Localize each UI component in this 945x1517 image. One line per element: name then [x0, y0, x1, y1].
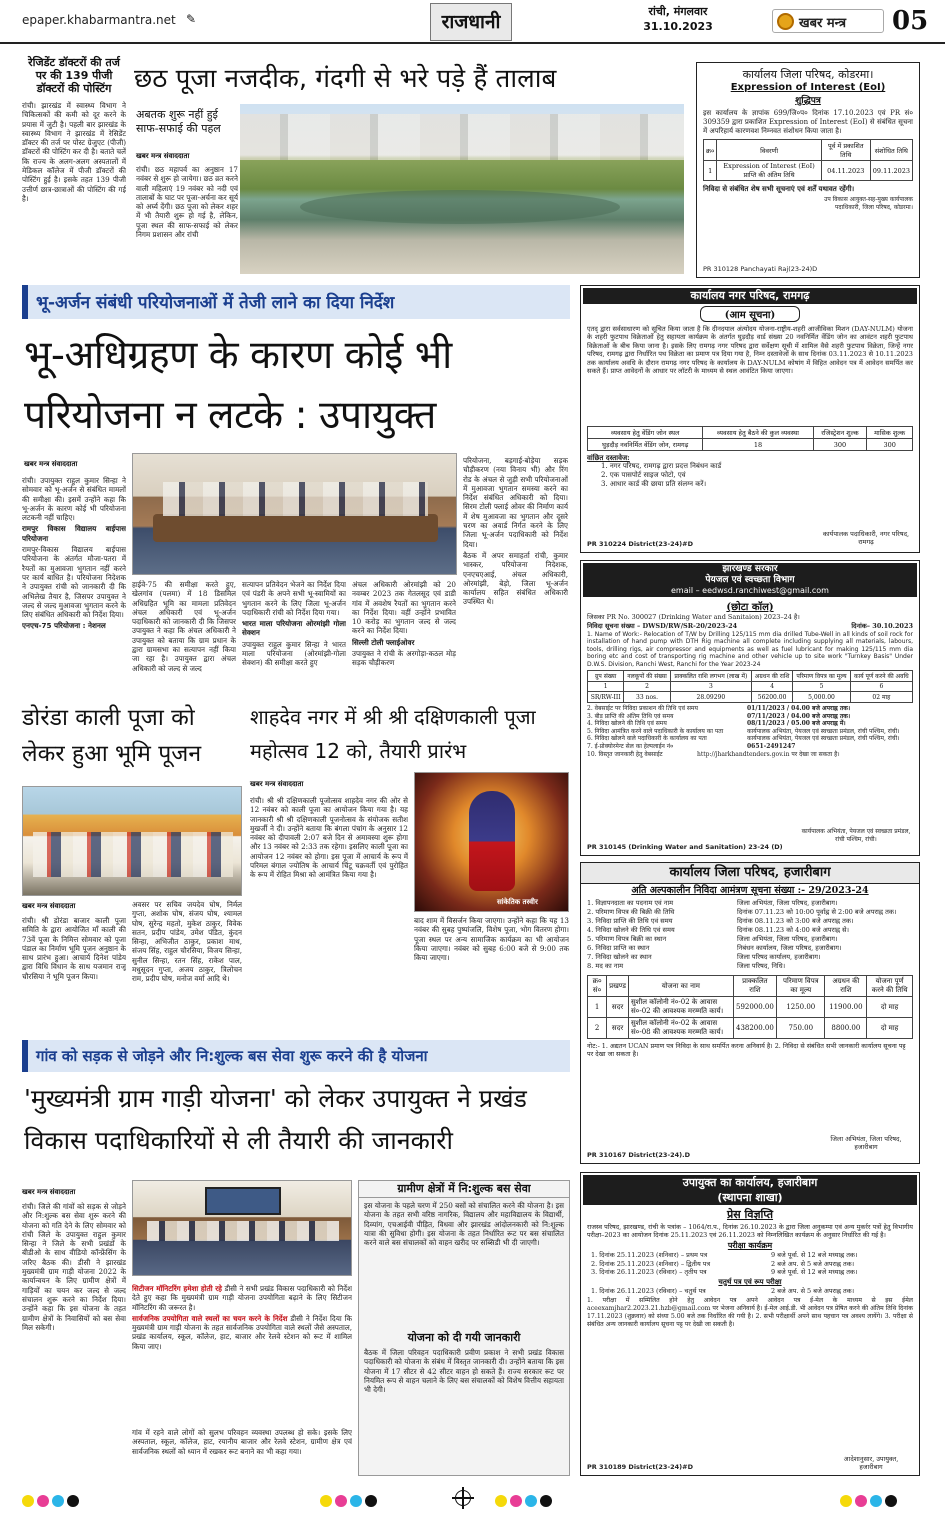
land-subhead2: एनएच-75 परियोजना : नेशनल — [22, 621, 106, 631]
ad-dwsd — [580, 560, 920, 856]
place-day: रांची, मंगलवार — [648, 5, 708, 18]
doranda-byline: खबर मन्त्र संवाददाता — [22, 902, 76, 910]
ramgarh-th: रजिस्ट्रेशन शुल्क — [813, 427, 867, 439]
hazaribagh-item — [587, 899, 913, 908]
hazaribagh-item-value: दिनांक 08.11.23 को 4:00 बजे अपराह्न से। — [737, 926, 850, 934]
hazaribagh-item — [587, 962, 913, 971]
doranda-headline: डोरंडा काली पूजा को लेकर हुआ भूमि पूजन — [22, 705, 202, 767]
koderma-th: क्र० — [704, 140, 717, 161]
hazaribagh-cell: 2 — [588, 1018, 607, 1039]
bus-headline: 'मुख्यमंत्री ग्राम गाड़ी योजना' को लेकर उपायुक्त ने प्रखंड विकास पदाधिकारियों से ली तैयारी की जानकारी — [24, 1084, 527, 1155]
color-dot — [37, 1495, 49, 1507]
registration-marks-right — [495, 1492, 555, 1511]
land-col3-text: सत्यापन प्रतिवेदन भेजने का निर्देश दिया एवं पंडरी के अपने सभी भू-स्वामियों का भुगतान करने के लिए जिला भू-अर्जन पदाधिकारी रांची को निर्देश दिया गया। — [242, 580, 346, 617]
page-number: 05 — [892, 6, 929, 36]
hazaribagh-cell: 1 — [588, 997, 607, 1018]
dwsd-pr: PR 310145 (Drinking Water and Sanitation) 23-24 (D) — [587, 843, 783, 851]
land-byline: खबर मन्त्र संवाददाता — [24, 460, 78, 468]
hazaribagh-cell: सुशील कॉलोनी नं०-02 के आवास सं०-02 की आवश्यक मरम्मति कार्य। — [628, 997, 733, 1018]
crosshair-icon — [455, 1490, 471, 1506]
bus-photo-screen — [205, 1187, 281, 1215]
ramgarh-body: एतद् द्वारा सर्वसाधारण को सूचित किया जाता है कि दीनदयाल अंत्योदय योजना-राष्ट्रीय-शहरी आजीविका मिशन (DAY-NULM) योजना के शहरी फुटपाथ विक्रेताओं हेतु सहायता कार्यक्रम के अंतर्गत घुड़दौड़ वार्ड संख्या 20 नवनिर्मित वेंडिंग जोन का आवंटन शहरी फुटपाथ विक्रेताओं के बीच किया जाना है। इसके लिए रामगढ़ नगर परिषद द्वारा सर्वेक्षण सूची में शामिल वैसे शहरी फुटपाथ विक्रेता, जिन्हें नगर परिषद, रामगढ़ द्वारा निर्धारित पथ विक्रेता का प्रमाण पत्र दिया गया है, निम्न दस्तावेजों के साथ दिनांक 03.11.2023 से 10.11.2023 तक कार्यालय अवधि के दौरान रामगढ़ नगर परिषद के कार्यालय के DAY-NULM कोषांग में विहित आवेदन पत्र में आवेदन समर्पित कर सकते हैं। प्राप्त आवेदनों के आधार पर लॉटरी के माध्यम से स्थल आवंटित किया जाएगा। — [587, 325, 913, 376]
kali-photo-caption — [497, 898, 538, 907]
upayukt-sub: (स्थापना शाखा) — [717, 1191, 783, 1204]
koderma-title: Expression of Interest (EoI) — [730, 82, 886, 93]
hazaribagh-th: क्र० सं० — [588, 976, 607, 997]
ramgarh-cell: 300 — [813, 439, 867, 451]
dwsd-th: अग्रधन की राशि — [751, 671, 792, 682]
upayukt-signer: आदेशानुसार, उपायुक्त, हजारीबाग — [843, 1455, 899, 1471]
upayukt-pr: PR 310189 District(23-24)#D — [587, 1463, 693, 1471]
ramgarh-th: मासिक शुल्क — [867, 427, 913, 439]
koderma-th: संशोधित तिथि — [870, 140, 912, 161]
shahdeo-headline: शाहदेव नगर में श्री श्री दक्षिणकाली पूजा महोत्सव 12 को, तैयारी प्रारंभ — [250, 705, 536, 763]
color-dot — [870, 1495, 882, 1507]
hazaribagh-item-label: 7. निविदा खोलने का स्थान — [587, 953, 652, 961]
hazaribagh-item-label: 2. परिमाण विपत्र की बिक्री की तिथि — [587, 908, 675, 916]
dwsd-cell: SR/RW-III — [588, 692, 624, 703]
color-dot — [350, 1495, 362, 1507]
color-dot — [22, 1495, 34, 1507]
dwsd-ref-row — [581, 622, 919, 631]
chhath-photo — [240, 104, 684, 274]
upayukt-head — [583, 1175, 917, 1205]
dwsd-email[interactable]: email – eedwsd.ranchiwest@gmail.com — [671, 586, 829, 595]
land-col3b-text: उपायुक्त राहुल कुमार सिन्हा ने भारत माला परियोजना (ओरमांझी-गोला सेक्शन) की समीक्षा करते हुए — [242, 639, 346, 668]
upayukt-title: प्रेस विज्ञप्ति — [726, 1208, 774, 1221]
dwsd-index: 1 — [588, 682, 624, 692]
land-col1-text: रांची। उपायुक्त राहुल कुमार सिन्हा ने सोमवार को भू-अर्जन से संबंधित मामलों की समीक्षा की। इसमें उन्होंने कहा कि भू-अर्जन के कारण कोई भी परियोजना लटकनी नहीं चाहिए। — [22, 476, 126, 523]
bus-col2 — [132, 1284, 352, 1424]
dwsd-date-value: कार्यपालक अभियंता, पेयजल एवं स्वच्छता प्रमंडल, रांची पश्चिम, रांची। — [747, 735, 900, 743]
ramgarh-sub — [700, 306, 800, 322]
hazaribagh-cell: सुशील कॉलोनी नं०-02 के आवास सं०-08 की आवश्यक मरम्मति कार्य। — [628, 1018, 733, 1039]
hazaribagh-cell: 8800.00 — [825, 1018, 867, 1039]
hazaribagh-cell: दो माह — [867, 1018, 913, 1039]
doctors-story — [22, 56, 126, 276]
dwsd-website[interactable]: http://jharkhandtenders.gov.in पर देखा जा सकता है। — [697, 750, 840, 758]
hazaribagh-signer: जिला अभियंता, जिला परिषद, हजारीबाग — [830, 1135, 902, 1151]
land-col1b-text: रामपुर-विकास विद्यालय बाईपास परियोजना के अंतर्गत मौजा-पतरा में रैयतों का मुआवजा भुगतान नहीं करने पर कार्य बाधित है। परियोजना निदेशक ने उपायुक्त रांची को जानकारी दी कि अभिलेख तैयार है, जिसपर उपायुक्त ने जल्द से जल्द मुआवजा भुगतान करने के लिए संबंधित अधिकारी को निर्देश दिया। — [22, 545, 126, 620]
upayukt-body: राजस्व परिषद, झारखण्ड, रांची के पत्रांक – 1064/रा.प., दिनांक 26.10.2023 के द्वारा जिला अनुकम्पा एवं अन्य मुकर्रर पत्रों हेतु विभागीय परीक्षा–2023 का आयोजन दिनांक 25.11.2023 एवं 26.11.2023 को निम्नलिखित कार्यक्रम के अनुसार निर्धारित की गई है। — [587, 1223, 913, 1239]
dwsd-table — [587, 670, 913, 703]
hazaribagh-cell: 592000.00 — [733, 997, 776, 1018]
upayukt-exam-label: 3. दिनांक 26.11.2023 (रविवार) – तृतीय पत्र — [591, 1268, 707, 1276]
dwsd-th: परिमाण विपत्र का मूल्य — [793, 671, 850, 682]
upayukt-exam4-label: 1. दिनांक 26.11.2023 (रविवार) – चतुर्थ पत्र — [591, 1286, 706, 1295]
dwsd-ref-date: दिनांक– 30.10.2023 — [851, 622, 913, 630]
bus-col2b-text: डीसी ने निर्देश दिया कि मुख्यमंत्री ग्राम गाड़ी योजना के तहत सार्वजनिक उपयोगिता वाले स्थलों जैसे अस्पताल, प्रखंड कार्यालय, स्कूल, कॉलेज, हाट, बाजार और रेलवे स्टेशन को रूट में शामिल किया जाए। — [132, 1313, 352, 1351]
dwsd-date-label: 3. बीड प्राप्ति की अंतिम तिथि एवं समय — [587, 712, 674, 720]
koderma-office: कार्यालय जिला परिषद, कोडरमा। — [742, 68, 874, 81]
color-dot — [840, 1495, 852, 1507]
hazaribagh-office — [581, 863, 919, 884]
hazaribagh-item — [587, 926, 913, 935]
land-col5-text: परियोजना, बड़गाई-बोड़ेया सड़क चौड़ीकरण (नया विनाय भी) और रिंग रोड के अंचल से जुड़ी सभी परियोजनाओं में मुआवजा भुगतान समस्या करने का निर्देश संबंधित अधिकारी को दिया। सिरम टोली फ्लाई ओवर की निर्माण कार्य में शेष मुआवजा का भुगतान और दूसरे चरण का अवार्ड निर्गत करने के लिए जिला भू-अर्जन पदाधिकारी को निर्देश दिया। — [463, 456, 568, 549]
hazaribagh-item-value: दिनांक 08.11.23 को 3:00 बजे अपराह्न तक। — [737, 917, 854, 925]
dwsd-index: 6 — [850, 682, 912, 692]
hazaribagh-th: परिमाण विपत्र का मूल्य — [777, 976, 825, 997]
upayukt-exams — [581, 1251, 919, 1277]
ramgarh-office-band — [583, 288, 917, 304]
hazaribagh-item-label: 5. परिमाण विपत्र बिक्री का स्थान — [587, 935, 667, 943]
chhath-body-1: रांची। छठ महापर्व का अनुष्ठान 17 नवंबर से शुरू हो जायेगा। छठ व्रत करने वाली महिलाएं 19 नवंबर को नदी एवं तालाबों के घाट पर पूजा-अर्चना कर सूर्य को अर्घ्य देंगी। छठ पूजा को लेकर शहर में भी तैयारी शुरू हो गई है, लेकिन, पूजा स्थल की साफ-सफाई को लेकर निगम प्रशासन और रांची — [136, 165, 238, 240]
dwsd-date-value: 01/11/2023 / 04.00 बजे अपराह्न तक। — [747, 705, 851, 713]
section-title: राजधानी — [441, 11, 501, 33]
ad-hazaribagh — [580, 862, 920, 1164]
hazaribagh-th: अग्रधन की राशि — [825, 976, 867, 997]
upayukt-office: उपायुक्त का कार्यालय, हजारीबाग — [682, 1176, 818, 1189]
color-dot — [320, 1495, 332, 1507]
doctors-body: रांची। झारखंड में स्वास्थ्य विभाग ने चिकित्सकों की कमी को दूर करने के प्रयास में जुटी है। पहली बार झारखंड के स्वास्थ्य विभाग ने झारखंड में रेसिडेंट डॉक्टर की तर्ज पर पोस्ट ग्रेजुएट (पीजी) डॉक्टरों की पोस्टिंग कर दी है। बताते चलें कि राज्य के अलग-अलग अस्पतालों में मेडिकल कॉलेज में पीजी डॉक्टरों की पोस्टिंग हुई है। इसके तहत 139 पीजी उत्तीर्ण छात्र-छात्राओं की पोस्टिंग की गई है। — [22, 101, 126, 203]
dwsd-date-label: 5. निविदा आमंत्रित करने वाले पदाधिकारी के कार्यालय का पता — [587, 727, 724, 735]
shahdeo-body2: बाद शाम में विसर्जन किया जाएगा। उन्होंने कहा कि यह 13 नवंबर की सुबह पुष्पांजलि, विशेष पूजा, भोग वितरण होगा। पूजा स्थल पर अन्य सामाजिक कार्यक्रम का भी आयोजन किया जाएगा। नवंबर को सुबह 6:00 बजे से 9:00 तक किया जाएगा। — [414, 916, 569, 963]
upayukt-exam-row — [591, 1251, 909, 1260]
land-col5b-text: बैठक में अपर समाहर्ता रांची, कुमार भास्कर, परियोजना निदेशक, एनएचएआई, अंचल अधिकारी, ओरमांझी, बेड़ो, जिला भू-अर्जन कार्यालय सहित संबंधित अधिकारी उपस्थित थे। — [463, 550, 568, 607]
hazaribagh-item-label: 4. निविदा खोलने की तिथि एवं समय — [587, 926, 675, 934]
koderma-table — [703, 139, 913, 181]
chhath-photo-buildings — [240, 114, 684, 160]
dwsd-date-row — [587, 705, 913, 713]
dwsd-index: 2 — [624, 682, 670, 692]
kali-caption-text: सांकेतिक तस्वीर — [497, 898, 538, 906]
dwsd-date-row — [587, 743, 913, 751]
hazaribagh-item-value: जिला परिषद, निधि। — [737, 962, 786, 970]
dwsd-date-label: 7. ई-प्रोक्योरमेन्ट सेल का हेल्पलाईन नं० — [587, 743, 674, 750]
dwsd-cell: 02 माह — [850, 692, 912, 703]
upayukt-exam-label: 2. दिनांक 25.11.2023 (शनिवार) – द्वितीय पत्र — [591, 1259, 711, 1268]
color-dot — [335, 1495, 347, 1507]
land-meeting-photo — [132, 453, 457, 575]
bus-kicker: गांव को सड़क से जोड़ने और नि:शुल्क बस सेवा शुरू करने की है योजना — [36, 1047, 428, 1065]
ramgarh-office: कार्यालय नगर परिषद, रामगढ़ — [690, 289, 810, 302]
koderma-footer: निविदा से संबंधित शेष सभी सूचनाएं एवं शर्तें यथावत रहेंगी। — [703, 184, 855, 193]
upayukt-exam-title: परीक्षा कार्यक्रम — [727, 1240, 773, 1250]
bus-byline: खबर मन्त्र संवाददाता — [22, 1188, 76, 1196]
land-kicker: भू-अर्जन संबंधी परियोजनाओं में तेजी लाने का दिया निर्देश — [36, 293, 395, 313]
dwsd-ref: निविदा सूचना संख्या – DWSD/RW/SR-20/2023-24 — [587, 622, 738, 630]
land-photo-people — [163, 482, 428, 516]
koderma-cell: 09.11.2023 — [870, 161, 912, 181]
hazaribagh-item-value: जिला परिषद कार्यालय, हजारीबाग। — [737, 953, 821, 961]
hazaribagh-pr: PR 310167 District(23-24).D — [587, 1151, 691, 1159]
ad-ramgarh — [580, 285, 920, 553]
crosshair-v — [462, 1487, 464, 1509]
color-dot — [495, 1495, 507, 1507]
dwsd-index: 3 — [670, 682, 751, 692]
koderma-cell: Expression of Interest (EoI) प्राप्ति की अंतिम तिथि — [717, 161, 821, 181]
dwsd-date-row — [587, 720, 913, 728]
hazaribagh-office-text: कार्यालय जिला परिषद, हजारीबाग — [669, 865, 831, 880]
koderma-cell: 1 — [704, 161, 717, 181]
ramgarh-th: व्यवसाय हेतु बैठने की कुल व्यवस्था — [703, 427, 813, 439]
hazaribagh-cell: 438200.00 — [733, 1018, 776, 1039]
hazaribagh-item-value: जिला अभियंता, जिला परिषद, हजारीबाग। — [737, 899, 838, 907]
hazaribagh-cell: 750.00 — [777, 1018, 825, 1039]
brand-logo — [772, 9, 884, 33]
land-col1 — [22, 476, 126, 686]
dwsd-sub: (छोटा कॉल) — [726, 602, 774, 613]
upayukt-exam-label: 1. दिनांक 25.11.2023 (शनिवार) – प्रथम पत्र — [591, 1251, 708, 1259]
upayukt-exam-time: 2 बजे अप. से 5 बजे अपराह्न तक। — [771, 1259, 855, 1268]
shahdeo-byline: खबर मन्त्र संवाददाता — [250, 780, 304, 788]
hazaribagh-table — [587, 975, 913, 1039]
hazaribagh-item-label: 1. विज्ञापनदाता का पदनाम एवं नाम — [587, 899, 674, 907]
bus-box-title: ग्रामीण क्षेत्रों में नि:शुल्क बस सेवा — [359, 1181, 569, 1198]
doranda-body2: अवसर पर सचिव जयदेव घोष, निर्मल गुप्ता, अशोक घोष, संजय घोष, श्यामल घोष, सुरेन्द्र महतो, मुकेश ठाकुर, विवेक सतन, प्रदीप पांडेय, उमेश पंडित, कुंदन सिन्हा, अभिजीत ठाकुर, प्रकाश माथ, संजय सिंह, राहुल चौरसिया, विजय सिन्हा, सुनील सिन्हा, रतन सिंह, राकेश पाल, मधुसूदन गुप्ता, अजय ठाकुर, त्रिलोचन राम, प्रदीप घोष, मनोज वर्मा आदि थे। — [132, 900, 242, 984]
dateline — [628, 4, 728, 34]
chhath-byline: खबर मन्त्र संवाददाता — [136, 152, 190, 160]
bus-subhead-red1: सिटीजन मॉनिटरिंग हमेशा होती रहे — [132, 1284, 222, 1293]
brand-name: खबर मन्त्र — [799, 16, 847, 31]
ramgarh-cell: घुड़दौड़ नवनिर्मित वेंडिंग जोन, रामगढ़ — [588, 439, 703, 451]
bus-box-body2: बैठक में जिला परिवहन पदाधिकारी प्रवीण प्रकाश ने सभी प्रखंड विकास पदाधिकारी को योजना के संबंध में विस्तृत जानकारी दी। उन्होंने बताया कि इस योजना में 17 सीटर से 42 सीटर वाहन हो सकते हैं। राज्य सरकार रूट पर नियमित रूप से वाहन चलाने के लिए बस संचालकों को विशेष वित्तीय सहायता भी देगी। — [364, 1348, 564, 1395]
kali-idol-figure — [469, 791, 515, 891]
hazaribagh-note: नोट:- 1. अद्यतन UCAN प्रमाण पत्र निविदा के साथ समर्पित करना अनिवार्य है। 2. निविदा से संबंधित सभी जानकारी कार्यालय सूचना पट्ट पर देखा जा सकता है। — [587, 1042, 906, 1059]
registration-marks-left — [22, 1492, 82, 1511]
land-subhead4: सिल्ली टोली फ्लाईओवर — [352, 637, 415, 647]
color-dot — [52, 1495, 64, 1507]
dwsd-head — [583, 563, 917, 597]
ramgarh-docs-title: वांछित दस्तावेज: — [587, 453, 630, 462]
hazaribagh-th: योजना पूर्ण करने की तिथि — [867, 976, 913, 997]
chhath-headline: छठ पूजा नजदीक, गंदगी से भरे पड़े हैं तालाब — [134, 64, 557, 94]
land-col4-text: अंचल अधिकारी ओरमांझी को 20 नवम्बर 2023 तक गेतलसूद एवं डाडी गांव में अवशेष रैयतों का भुगतान करने का निर्देश दिया। वहीं उन्होंने प्रभावित 10 करोड़ का भुगतान जल्द से जल्द करने का निर्देश दिया। — [352, 580, 456, 636]
dwsd-date-label: 4. निविदा खोलने की तिथि एवं समय — [587, 720, 667, 728]
land-headline: भू-अधिग्रहण के कारण कोई भी परियोजना न लटके : उपायुक्त — [24, 333, 452, 438]
hazaribagh-item — [587, 953, 913, 962]
koderma-cell: 04.11.2023 — [821, 161, 870, 181]
dwsd-date-value: कार्यपालक अभियंता, पेयजल एवं स्वच्छता प्रमंडल, रांची पश्चिम, रांची। — [747, 727, 900, 735]
dwsd-date-label: 2. वेबसाईट पर निविदा प्रकाशन की तिथि एवं समय — [587, 705, 698, 713]
land-col4b-text: उपायुक्त ने रांची के अरगोड़ा-कठल मोड़ सड़क चौड़ीकरण — [352, 649, 456, 668]
hazaribagh-item-label: 6. निविदा प्राप्ति का स्थान — [587, 944, 650, 952]
land-col2: हाईवे-75 की समीक्षा करते हुए, खेलगांव (पलमा) में 18 डिसमिल अधिग्रहित भूमि का मामला प्रतिवेदन अंचल अधिकारी एवं भू-अर्जन पदाधिकारी को जानकारी दी कि जिसपर उपायुक्त ने कहा कि अंचल अधिकारी ने उपायुक्त को बताया कि ग्राम प्रधान के द्वारा ग्रामसभा का सत्यापन नहीं किया जा रहा है। उपायुक्त द्वारा अंचल अधिकारी को जल्द से जल्द — [132, 580, 236, 673]
upayukt-exam4-row — [581, 1287, 919, 1296]
land-subhead1: रामपुर विकास विद्यालय बाईपास परियोजना — [22, 524, 126, 543]
ramgarh-signer: कार्यपालक पदाधिकारी, नगर परिषद, रामगढ़ — [822, 530, 910, 546]
bus-box-body: इस योजना के पहले चरण में 250 बसों को संचालित करने की योजना है। इस योजना के तहत सभी वरिष्ठ नागरिक, विद्यालय और महाविद्यालय के विद्यार्थी, दिव्यांग, एचआईवी पीड़ित, विधवा और झारखंड आंदोलनकारी को नि:शुल्क यात्रा की सुविधा होगी। इस योजना के तहत निर्धारित रूट पर बस संचालित करने वाले बस संचालकों को वाहन खरीद पर सब्सिडी भी दी जाएगी। — [364, 1201, 564, 1248]
koderma-pr: PR 310128 Panchayati Raj(23-24)D — [703, 265, 818, 273]
dwsd-dept: पेयजल एवं स्वच्छता विभाग — [705, 575, 795, 585]
land-col5 — [463, 456, 568, 688]
ramgarh-cell: 18 — [703, 439, 813, 451]
hazaribagh-item-value: दिनांक 07.11.23 को 10:00 पूर्वाह्न से 2:00 बजे अपराह्न तक। — [737, 908, 897, 916]
bus-photo-people — [147, 1221, 339, 1241]
dwsd-date-label: 6. निविदा खोलने वाले पदाधिकारी के कार्यालय का पता — [587, 735, 707, 743]
ramgarh-doc: 1. नगर परिषद, रामगढ़ द्वारा प्रदत्त निबंधन कार्ड — [601, 462, 722, 470]
ad-upayukt — [580, 1172, 920, 1476]
masthead — [0, 0, 945, 44]
bus-kicker-band — [22, 1040, 570, 1072]
land-subhead3: भारत माला परियोजना ओरमांझी गोला सेक्शन — [242, 619, 346, 638]
koderma-th: विवरणी — [717, 140, 821, 161]
registration-marks-far-right — [840, 1492, 900, 1511]
doranda-photo — [22, 786, 242, 896]
upayukt-exam-row — [591, 1260, 909, 1269]
upayukt-exam-time: 9 बजे पूर्वा. से 12 बजे मध्याह्न तक। — [771, 1268, 858, 1276]
chhath-subhead: अबतक शुरू नहीं हुई साफ-सफाई की पहल — [136, 108, 221, 135]
dwsd-date-row — [587, 735, 913, 743]
issue-date: 31.10.2023 — [643, 20, 713, 33]
bus-col1: रांची। जिले की गांवों को सड़क से जोड़ने और नि:शुल्क बस सेवा शुरू करने की योजना को गति देने के लिए सोमवार को रांची जिले के उपायुक्त राहुल कुमार सिन्हा ने जिले के सभी प्रखंडों के बीडीओ के साथ वीडियो कॉन्फ्रेंसिंग के जरिए बैठक की। डीसी ने झारखंड मुख्यमंत्री ग्राम गाड़ी योजना 2022 के कार्यान्वयन के लिए ग्रामीण क्षेत्रों में गाड़ियों का चयन कर जल्द से जल्द संचालन शुरू करने का निर्देश दिया। उन्होंने कहा कि इस योजना के तहत ग्रामीण क्षेत्रों के निवासियों को बस सेवा मिल सकेगी। — [22, 1202, 126, 1332]
dwsd-cell: 56200.00 — [751, 692, 792, 703]
ramgarh-table — [587, 426, 913, 451]
hazaribagh-cell: 11900.00 — [825, 997, 867, 1018]
dwsd-cell: 5,000.00 — [793, 692, 850, 703]
koderma-signer: उप विकास आयुक्त-सह-मुख्य कार्यपालक पदाधिकारी, जिला परिषद, कोडरमा। — [824, 196, 913, 211]
doranda-body: रांची। श्री डोरंडा बाजार काली पूजा समिति के द्वारा आयोजित माँ काली की 73वें पूजा के निमित्त सोमवार को पूजा पंडाल का निर्माण भूमि पूजन अनुष्ठान के साथ प्रारंभ हुआ। आचार्य दिनेश पांडेय द्वारा विधि विधान के साथ यजमान राजू चौरसिया ने भूमि पूजन किया। — [22, 916, 126, 981]
dwsd-date-label: 10. विस्तृत जानकारी हेतु वेबसाईट — [587, 750, 663, 758]
ramgarh-th: व्यवसाय हेतु वेंडिंग जोन स्थल — [588, 427, 703, 439]
dwsd-dates — [581, 705, 919, 758]
kali-photo — [414, 772, 569, 912]
color-dot — [855, 1495, 867, 1507]
hazaribagh-items — [581, 898, 919, 972]
chhath-photo-pond — [300, 190, 620, 224]
bus-box-sub: योजना को दी गयी जानकारी — [407, 1331, 521, 1344]
color-dot — [365, 1495, 377, 1507]
land-photo-table — [153, 514, 438, 542]
hazaribagh-cell: 1250.00 — [777, 997, 825, 1018]
hazaribagh-item — [587, 935, 913, 944]
hazaribagh-item — [587, 908, 913, 917]
ramgarh-doc: 2. एक पासपोर्ट साइज फोटो, एवं — [601, 471, 686, 479]
land-col4 — [352, 580, 456, 688]
koderma-th: पूर्व में प्रकाशित तिथि — [821, 140, 870, 161]
dwsd-index: 4 — [751, 682, 792, 692]
bus-col2-text: डीसी ने सभी प्रखंड विकास पदाधिकारी को निर्देश देते हुए कहा कि मुख्यमंत्री ग्राम गाड़ी योजना उपयोगिता बढ़ाने के लिए सिटीजन मॉनिटरिंग की जरूरत है। — [132, 1284, 352, 1312]
upayukt-exam-row — [591, 1268, 909, 1277]
section-tab — [430, 3, 512, 41]
dwsd-th: ग्रुप संख्या — [588, 671, 624, 682]
registration-marks-center — [320, 1492, 380, 1511]
bus-box — [358, 1180, 570, 1476]
ramgarh-sub-text: (आम सूचना) — [724, 310, 776, 321]
dwsd-th: प्राक्कलित राशि लगभग (लाख में) — [670, 671, 751, 682]
dwsd-pr-line: जिसका PR No. 300027 (Drinking Water and Sanitaion) 2023–24 है। — [587, 613, 800, 621]
brand-icon — [777, 13, 794, 30]
land-kicker-band — [22, 285, 570, 319]
dwsd-govt: झारखण्ड सरकार — [722, 564, 778, 574]
upayukt-exam-time: 9 बजे पूर्वा. से 12 बजे मध्याह्न तक। — [771, 1251, 858, 1259]
upayukt-exam-sub: चतुर्थ पत्र एवं रूप परीक्षा — [718, 1276, 782, 1286]
hazaribagh-item-label: 8. मद का नाम — [587, 962, 624, 970]
color-dot — [67, 1495, 79, 1507]
color-dot — [525, 1495, 537, 1507]
hazaribagh-item-value: निबंधन कार्यालय, जिला परिषद, हजारीबाग। — [737, 944, 842, 952]
ramgarh-pr: PR 310224 District(23-24)#D — [587, 540, 693, 548]
hazaribagh-th: प्रखण्ड — [607, 976, 629, 997]
hazaribagh-item-value: जिला अभियंता, जिला परिषद, हजारीबाग। — [737, 935, 838, 943]
color-dot — [510, 1495, 522, 1507]
dwsd-date-value: 08/11/2023 / 05.00 बजे अपराह्न में। — [747, 720, 846, 728]
land-col3 — [242, 580, 346, 688]
ramgarh-cell: 300 — [867, 439, 913, 451]
dwsd-date-value: 0651-2491247 — [747, 743, 796, 750]
dwsd-index: 5 — [793, 682, 850, 692]
cursor-icon: ✎ — [186, 12, 197, 26]
epaper-url[interactable]: epaper.khabarmantra.net — [22, 13, 176, 27]
dwsd-cell: 28.09290 — [670, 692, 751, 703]
hazaribagh-item — [587, 917, 913, 926]
dwsd-th: कार्य पूर्ण करने की अवधि — [850, 671, 912, 682]
bus-col2c: गांव में रहने वाले लोगों को सुलभ परिवहन व्यवस्था उपलब्ध हो सके। इसके लिए अस्पताल, स्कूल, कॉलेज, हाट, रयानीय बाजार और रेलवे स्टेशन, ग्रामीण क्षेत्र एवं सार्वजनिक स्थलों को ध्यान में रखकर रूट बनाने का भी कहा गया। — [132, 1428, 352, 1456]
bus-subhead-red2: सार्वजनिक उपयोगिता वाले स्थलों का चयन करने के निर्देश — [132, 1313, 288, 1323]
dwsd-work: 1. Name of Work:- Relocation of T/W by Drilling 125/115 mm dia drilled Tube-Well in all kinds of soil rock for installation of hand pump with DTH Rig machine all complete including supplying all materials, labours, tools, drilling rigs, air compressor and equipments as well as fuel lubricant for making 125/115 mm dia boring etc and cost of transporting rig machine and other vehicle up to site work "Turnkey Basis" Under D.W.S. Division, Ranchi West, Ranchi for the Year 2023-24 — [587, 631, 913, 668]
hazaribagh-item — [587, 944, 913, 953]
dwsd-cell: 33 nos. — [624, 692, 670, 703]
ramgarh-doc: 3. आधार कार्ड की छाया प्रति संलग्न करें। — [601, 480, 707, 488]
doctors-headline: रेजिडेंट डॉक्टरों की तर्ज पर की 139 पीजी डॉक्टरों की पोस्टिंग — [28, 56, 120, 95]
hazaribagh-cell: दो माह — [867, 997, 913, 1018]
hazaribagh-th: योजना का नाम — [628, 976, 733, 997]
upayukt-details: 1. परीक्षा में सम्मिलित होने हेतु आवेदन पत्र अपने आवेदन पत्र ई-मेल के माध्यम से इस ईमेल aceexamjhar2.2023.21.hzb@gmail.com पर भेजना अनिवार्य है। ई-मेल आई.डी. भी आवेदन पत्र प्रेषित करने की अंतिम तिथि दिनांक 17.11.2023 (शुक्रवार) को संध्या 5.00 बजे तक निर्धारित की गयी है। 2. सभी परीक्षार्थी अपने साथ पहचान पत्र अवश्य लायेंगे। 3. परीक्षा से संबंधित अन्य जानकारी कार्यालय सूचना पट्ट पर देखी जा सकती है। — [587, 1297, 913, 1328]
koderma-intro: इस कार्यालय के ज्ञापांक 699/जि०प० दिनांक 17.10.2023 एवं PR सं० 309359 द्वारा प्रकाशित Expression of Interest (EoI) से संबंधित सूचना में अपरिहार्य कारणवश निम्नवत संशोधन किया जाता है। — [703, 109, 913, 135]
ad-koderma — [696, 62, 920, 278]
upayukt-exam4-time: 2 बजे अप. से 5 बजे अपराह्न तक। — [771, 1286, 855, 1295]
color-dot — [885, 1495, 897, 1507]
doranda-photo-people — [33, 832, 233, 877]
hazaribagh-cell: सदर — [607, 1018, 629, 1039]
hazaribagh-cell: सदर — [607, 997, 629, 1018]
koderma-sub: शुद्धिपत्र — [795, 96, 821, 106]
dwsd-date-row — [587, 751, 913, 759]
color-dot — [540, 1495, 552, 1507]
shahdeo-body1: रांची। श्री श्री दक्षिणकाली पूजोत्सव शाहदेव नगर की ओर से 12 नवंबर को काली पूजा का आयोजन किया गया है। यह जानकारी श्री श्री दक्षिणकाली पूजनोत्सव के संयोजक सतीश मुखर्जी ने दी। उन्होंने बताया कि बंगला पंचांग के अनुसार 12 नवंबर को दीपावली 2:07 बजे दिन से अमावस्या शुरू होगा और 13 नवंबर को 2:33 तक रहेगा। इसलिए काली पूजा का आयोजन 12 नवंबर को होगा। इस पूजा में आचार्य के रूप में परिमल बंगाल ज्योतिष के आचार्य चिंटू चक्रवर्ती एवं पुरोहित के रूप में रोहित मिश्रा को आमंत्रित किया गया है। — [250, 796, 408, 880]
hazaribagh-title: अति अल्पकालीन निविदा आमंत्रण सूचना संख्या :- 29/2023-24 — [631, 885, 869, 896]
hazaribagh-th: प्राक्कलित राशि — [733, 976, 776, 997]
hazaribagh-item-label: 3. निविदा प्राप्ति की तिथि एवं समय — [587, 917, 673, 925]
dwsd-signer: कार्यपालक अभियंता, पेयजल एवं स्वच्छता प्रमंडल, रांची पश्चिम, रांची। — [801, 828, 911, 843]
bus-meeting-photo — [132, 1180, 352, 1276]
dwsd-th: नलकूपों की संख्या — [624, 671, 670, 682]
dwsd-date-value: 07/11/2023 / 04.00 बजे अपराह्न तक। — [747, 712, 851, 720]
